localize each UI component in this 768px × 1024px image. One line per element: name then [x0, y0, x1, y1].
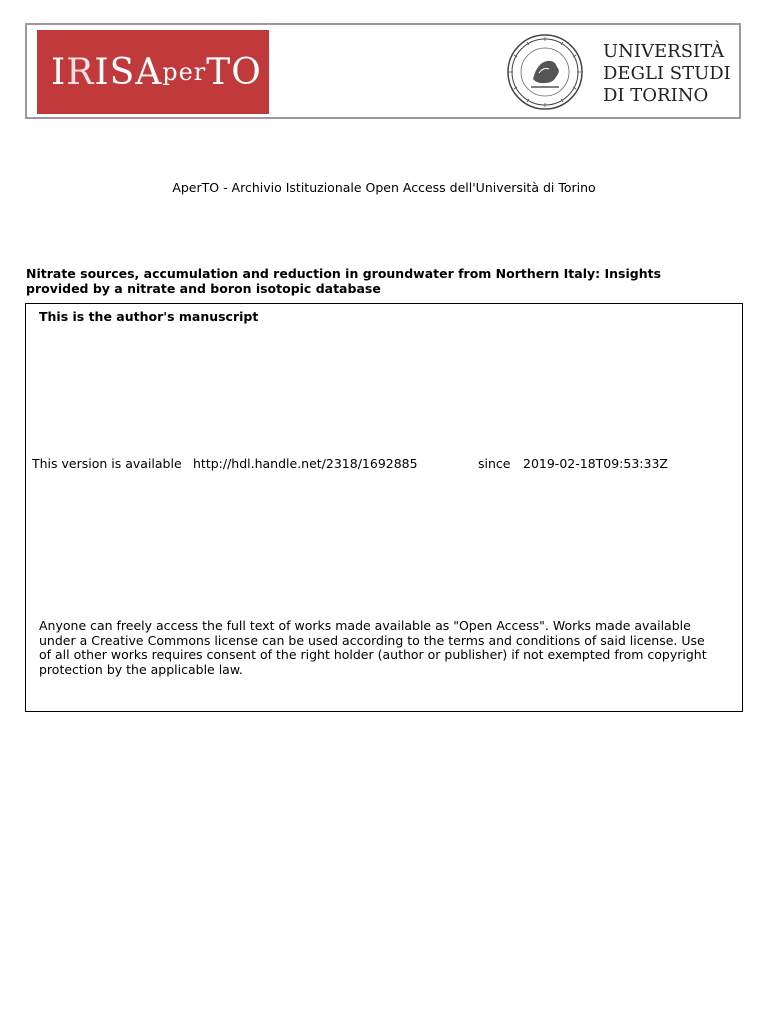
logo-letters-to: TO	[206, 51, 262, 93]
archive-title: AperTO - Archivio Istituzionale Open Access dell'Università di Torino	[172, 180, 596, 195]
header-box	[25, 23, 741, 119]
license-line4: protection by the applicable law.	[39, 661, 243, 677]
university-name-line3: DI TORINO	[603, 85, 709, 106]
since-label: since	[478, 456, 511, 471]
manuscript-info-box	[25, 303, 743, 712]
paper-title-line2: provided by a nitrate and boron isotopic database	[26, 281, 381, 296]
license-notice	[39, 619, 737, 677]
logo-letter-i: I	[51, 51, 67, 93]
logo-letters-per: per	[162, 58, 207, 86]
version-label: This version is available	[32, 456, 182, 471]
logo-letters-is: IS	[94, 51, 136, 93]
license-line2: under a Creative Commons license can be used according to the terms and conditions of said license. Use	[39, 632, 705, 648]
paper-title-line1: Nitrate sources, accumulation and reduction in groundwater from Northern Italy: Insights	[26, 266, 662, 281]
version-url-link[interactable]: http://hdl.handle.net/2318/1692885	[193, 456, 418, 471]
logo-letter-r: R	[66, 51, 95, 93]
university-name	[603, 41, 731, 107]
manuscript-label: This is the author's manuscript	[39, 309, 259, 324]
license-line3: of all other works requires consent of the right holder (author or publisher) if not exempted from copyright	[39, 647, 707, 662]
university-seal-icon	[503, 33, 587, 111]
logo-letter-a: A	[135, 51, 163, 93]
paper-title	[26, 266, 726, 296]
license-line1: Anyone can freely access the full text of works made available as "Open Access". Works made available	[39, 618, 691, 633]
since-date: 2019-02-18T09:53:33Z	[523, 456, 668, 471]
university-name-line2: DEGLI STUDI	[603, 63, 731, 84]
iris-aperto-logo	[37, 30, 269, 114]
university-name-line1: UNIVERSITÀ	[603, 41, 725, 62]
